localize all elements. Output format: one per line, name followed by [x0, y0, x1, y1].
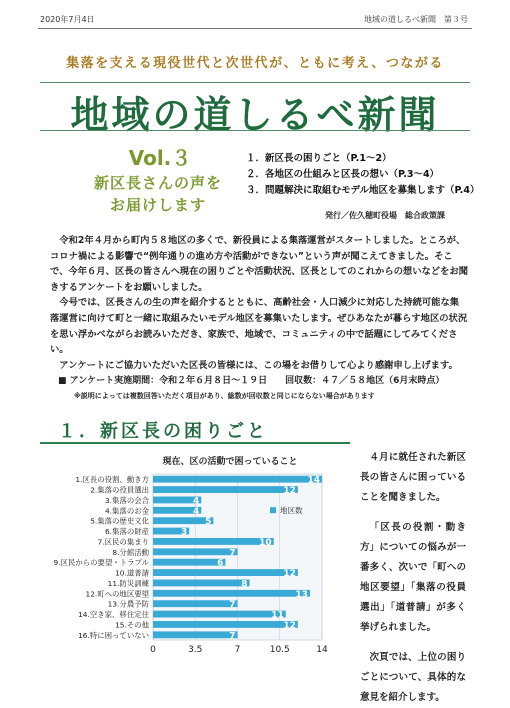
masthead-title: 地域の道しるべ新聞	[70, 92, 440, 137]
toc-item-2: ２．各地区の仕組みと区長の想い（P.3～4）	[246, 169, 440, 180]
intro-paragraph-2: 今号では、区長さんの生の声を紹介するとともに、高齢社会・人口減少に対応した持続可能な集落運営に向けて町と一緒に取組みたいモデル地区を募集いたします。ぜひあなたが暮らす地区の状況を思い浮かべながらお読みいただき、家族で、地域で、コミュニティの中で話題にしてみてください。	[50, 297, 468, 356]
toc-item-1: １．新区長の困りごと（P.1～2）	[246, 153, 392, 164]
issue-date: 2020年7月4日	[40, 15, 95, 24]
data-label: 14	[307, 475, 320, 486]
bar	[153, 579, 250, 590]
data-label: 10	[259, 537, 272, 548]
side-paragraph-2: 「区長の役割・動き方」についての悩みが一番多く、次いで「町への地区要望」「集落の役員選出」「道普請」が多く挙げられました。	[360, 522, 466, 633]
side-paragraph-1: ４月に就任された新区長の皆さんに困っていることを聞きました。	[360, 452, 466, 503]
category-label: 7.区民の集まり	[97, 537, 149, 547]
data-label: 4	[193, 506, 200, 517]
tagline: 集落を支える現役世代と次世代が、ともに考え、つながる	[66, 56, 444, 71]
data-label: 7	[229, 600, 236, 611]
bar	[153, 486, 298, 493]
data-label: 5	[205, 517, 212, 528]
volume-number: Vol.３	[128, 146, 192, 170]
x-tick-label: 10.5	[269, 645, 290, 655]
volume-subtitle-line-2: お届けします	[109, 196, 206, 214]
bar	[153, 631, 238, 638]
category-label: 11.防災訓練	[107, 578, 149, 588]
chart-title: 現在、区の活動で困っていること	[162, 457, 298, 467]
survey-note: ※説明によっては複数回答いただく項目があり、総数が回収数と同じにならない場合があります	[74, 392, 375, 400]
data-label: 7	[229, 631, 236, 642]
data-label: 3	[180, 527, 188, 538]
category-label: 1.区長の役割、動き方	[75, 475, 149, 485]
bar	[153, 559, 225, 566]
bar	[153, 590, 310, 597]
side-text	[360, 448, 466, 708]
publisher-credit: 発行／佐久穂町役場 総合政策課	[325, 211, 445, 220]
category-label: 16.特に困っていない	[78, 630, 149, 640]
category-label: 3.集落の会合	[104, 495, 149, 505]
legend-label: 地区数	[280, 506, 303, 516]
data-label: 12	[283, 569, 296, 580]
legend-swatch	[270, 507, 276, 513]
x-tick-label: 7	[234, 645, 241, 655]
intro-paragraph-3: アンケートにご協力いただいた区長の皆様には、この場をお借りして心より感謝申し上げます。	[59, 359, 458, 371]
bar	[153, 476, 322, 483]
side-paragraph-3: 次頁では、上位の困りごとについて、具体的な意見を紹介します。	[360, 652, 466, 703]
paper-issue-label: 地域の道しるべ新聞 第３号	[364, 15, 468, 24]
volume-subtitle-line-1: 新区長さんの声を	[93, 174, 222, 192]
data-label: 4	[193, 496, 200, 507]
data-label: 7	[229, 548, 236, 559]
bar	[153, 611, 286, 618]
category-label: 13.分農予防	[107, 599, 149, 609]
data-label: 11	[271, 610, 284, 621]
data-label: 12	[283, 486, 296, 497]
x-tick-label: 0	[150, 645, 156, 655]
x-tick-label: 14	[316, 645, 328, 655]
category-label: 8.分館活動	[112, 547, 149, 557]
category-label: 2.集落の役員選出	[90, 485, 149, 495]
category-label: 9.区民からの要望・トラブル	[53, 558, 149, 568]
category-label: 15.その他	[115, 620, 149, 630]
bar	[153, 538, 274, 545]
bar	[153, 548, 238, 555]
data-label: 8	[241, 579, 248, 590]
x-tick-label: 3.5	[188, 645, 203, 655]
bar	[153, 621, 298, 628]
toc-item-3: ３．問題解決に取組むモデル地区を募集します（P.4）	[246, 185, 480, 196]
bar	[153, 569, 298, 576]
data-label: 6	[217, 558, 224, 569]
bar	[153, 600, 238, 607]
category-label: 4.集落のお金	[104, 506, 149, 516]
section-title: １．新区長の困りごと	[58, 421, 268, 442]
category-label: 6.集落の財産	[104, 527, 149, 537]
data-label: 13	[295, 589, 308, 600]
category-label: 10.道普請	[115, 568, 149, 578]
category-label: 12.町への地区要望	[85, 589, 149, 599]
category-label: 14.空き家、移住定住	[78, 610, 149, 620]
category-label: 5.集落の歴史文化	[90, 516, 149, 526]
intro-paragraph-1: 令和2年４月から町内５８地区の多くで、新役員による集落運営がスタートしました。ところが、コロナ禍による影響で“例年通りの進め方や活動ができない”という声が聞こえてきました。そこで、今年６月、区長の皆さんへ現在の困りごとや活動状況、区長としてのこれからの想いなどをお聞きするアンケートをお願いしました。	[50, 235, 468, 293]
survey-info: ■ アンケート実施期間：令和２年６月８日～１９日 回収数：４７／５８地区（6月末時点）	[58, 376, 445, 386]
data-label: 12	[283, 620, 296, 631]
